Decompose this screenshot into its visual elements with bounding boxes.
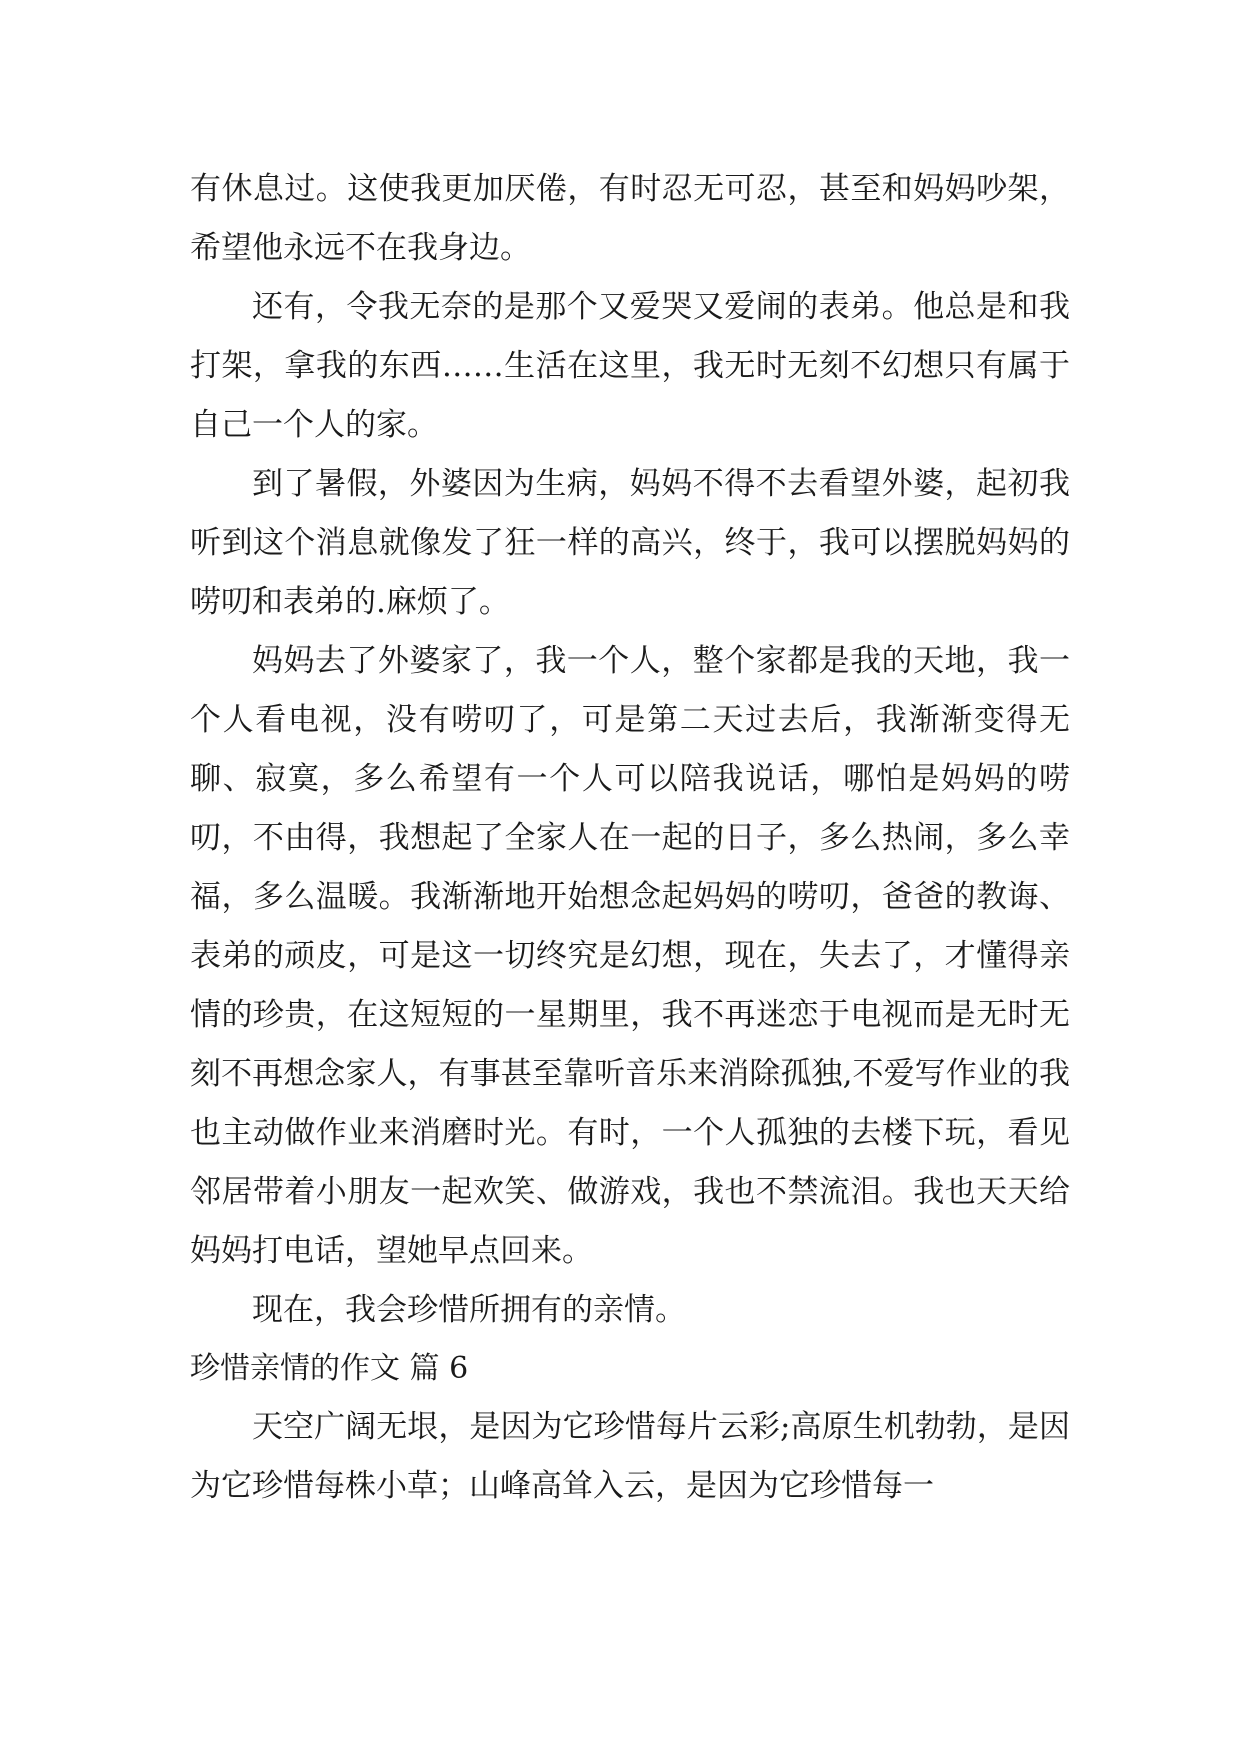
- paragraph-cousin: 还有，令我无奈的是那个又爱哭又爱闹的表弟。他总是和我打架，拿我的东西……生活在这里，我无时无刻不幻想只有属于自己一个人的家。: [190, 289, 1070, 443]
- paragraph-alone: 妈妈去了外婆家了，我一个人，整个家都是我的天地，我一个人看电视，没有唠叨了，可是第二天过去后，我渐渐变得无聊、寂寞，多么希望有一个人可以陪我说话，哪怕是妈妈的唠叨，不由得，我想起了全家人在一起的日子，多么热闹，多么幸福，多么温暖。我渐渐地开始想念起妈妈的唠叨，爸爸的教诲、表弟的顽皮，可是这一切终究是幻想，现在，失去了，才懂得亲情的珍贵，在这短短的一星期里，我不再迷恋于电视而是无时无刻不再想念家人，有事甚至靠听音乐来消除孤独,不爱写作业的我也主动做作业来消磨时光。有时，一个人孤独的去楼下玩，看见邻居带着小朋友一起欢笑、做游戏，我也不禁流泪。我也天天给妈妈打电话，望她早点回来。: [190, 643, 1070, 1269]
- section-heading: 珍惜亲情的作文 篇 6: [190, 1351, 469, 1386]
- paragraph-summer: 到了暑假，外婆因为生病，妈妈不得不去看望外婆，起初我听到这个消息就像发了狂一样的高兴，终于，我可以摆脱妈妈的唠叨和表弟的.麻烦了。: [190, 466, 1070, 620]
- article-body: [190, 160, 1070, 1516]
- paragraph-section-intro: 天空广阔无垠，是因为它珍惜每片云彩;高原生机勃勃，是因为它珍惜每株小草；山峰高耸入云，是因为它珍惜每一: [190, 1409, 1070, 1504]
- paragraph-continuation: 有休息过。这使我更加厌倦，有时忍无可忍，甚至和妈妈吵架，希望他永远不在我身边。: [190, 171, 1070, 266]
- paragraph-conclusion: 现在，我会珍惜所拥有的亲情。: [252, 1292, 686, 1328]
